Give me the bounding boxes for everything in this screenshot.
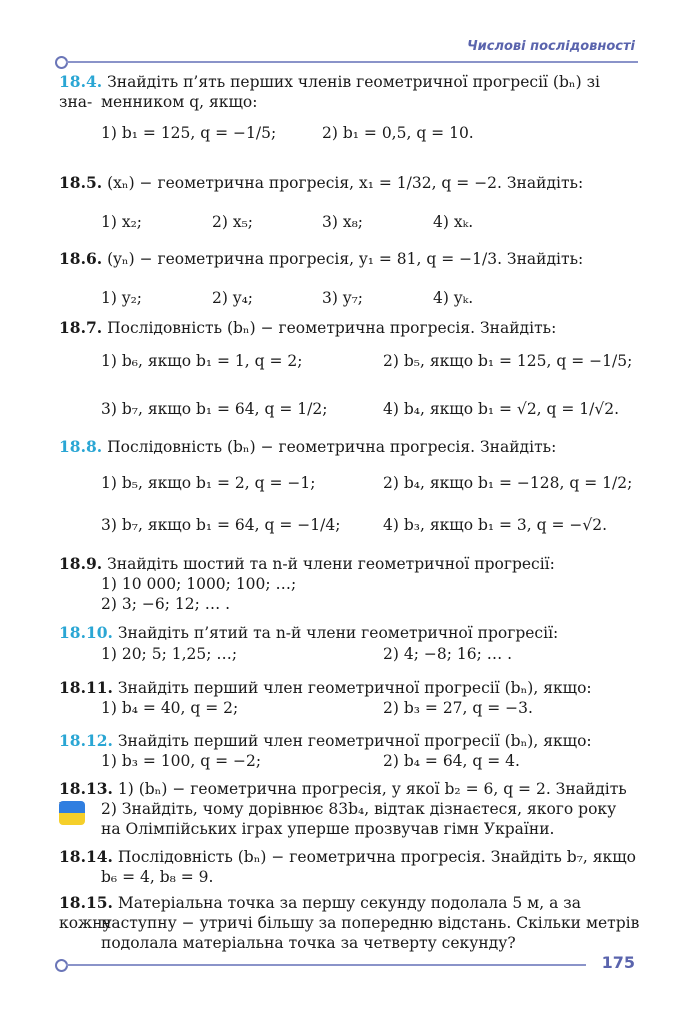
item-2: 2) y₄; [212, 289, 254, 307]
item-2: 2) b₃ = 27, q = −3. [383, 699, 533, 717]
item-1: 1) 10 000; 1000; 100; …; [101, 575, 297, 593]
item-2: 2) 4; −8; 16; … . [383, 645, 513, 663]
exercise-text: Знайдіть п’ять перших членів геометричної прогресії (bₙ) зі зна- [59, 73, 600, 111]
exercise-text-continued: менником q, якщо: [101, 93, 258, 111]
exercise-text-continued: наступну − утричі більшу за попередню відстань. Скільки метрів [101, 914, 640, 932]
exercise-text: 1) (bₙ) − геометрична прогресія, у якої b₂ = 6, q = 2. Знайдіть [117, 780, 627, 798]
exercise-number: 18.12. [59, 731, 113, 750]
item-3: 3) b₇, якщо b₁ = 64, q = −1/4; [101, 516, 341, 534]
item-1: 1) b₄ = 40, q = 2; [101, 699, 239, 717]
exercise-number: 18.10. [59, 623, 113, 642]
header-rule [66, 61, 638, 63]
exercise-text: Послідовність (bₙ) − геометрична прогресія. Знайдіть: [107, 319, 557, 337]
exercise-18-6 [59, 249, 637, 269]
item-2: 2) b₅, якщо b₁ = 125, q = −1/5; [383, 352, 633, 370]
item-3: 3) y₇; [322, 289, 364, 307]
exercise-18-8 [59, 437, 637, 457]
exercise-18-10 [59, 623, 637, 643]
exercise-text: Матеріальна точка за першу секунду подолала 5 м, а за кожну [59, 894, 581, 932]
exercise-18-11 [59, 678, 637, 698]
page-number: 175 [601, 953, 635, 972]
item-4: 4) b₄, якщо b₁ = √2, q = 1/√2. [383, 400, 620, 418]
exercise-number: 18.9. [59, 554, 103, 573]
exercise-number: 18.14. [59, 847, 113, 866]
exercise-text-continued: на Олімпійських іграх уперше прозвучав гімн України. [101, 820, 555, 838]
exercise-18-5 [59, 173, 637, 193]
exercise-number: 18.7. [59, 318, 103, 337]
exercise-text: (xₙ) − геометрична прогресія, x₁ = 1/32, q = −2. Знайдіть: [107, 174, 584, 192]
exercise-text: Знайдіть перший член геометричної прогресії (bₙ), якщо: [117, 732, 592, 750]
exercise-text: Знайдіть перший член геометричної прогресії (bₙ), якщо: [117, 679, 592, 697]
running-head: Числові послідовності [467, 39, 635, 54]
item-1: 1) y₂; [101, 289, 143, 307]
exercise-18-12 [59, 731, 637, 751]
ukraine-flag-icon [59, 801, 85, 825]
item-4: 4) xₖ. [433, 213, 474, 231]
item-2: 2) 3; −6; 12; … . [101, 595, 231, 613]
exercise-text: Знайдіть шостий та n-й члени геометричної прогресії: [107, 555, 555, 573]
item-1: 1) b₆, якщо b₁ = 1, q = 2; [101, 352, 303, 370]
item-2: 2) x₅; [212, 213, 254, 231]
exercise-number: 18.11. [59, 678, 113, 697]
exercise-18-7 [59, 318, 637, 338]
item-1: 1) x₂; [101, 213, 143, 231]
exercise-number: 18.4. [59, 72, 103, 91]
exercise-number: 18.6. [59, 249, 103, 268]
flag-blue-stripe [59, 801, 85, 813]
flag-yellow-stripe [59, 813, 85, 825]
exercise-number: 18.5. [59, 173, 103, 192]
exercise-text-continued: подолала матеріальна точка за четверту секунду? [101, 934, 516, 952]
item-3: 3) b₇, якщо b₁ = 64, q = 1/2; [101, 400, 328, 418]
item-1: 1) b₅, якщо b₁ = 2, q = −1; [101, 474, 316, 492]
exercise-number: 18.13. [59, 779, 113, 798]
exercise-text: Послідовність (bₙ) − геометрична прогресія. Знайдіть b₇, якщо [117, 848, 636, 866]
exercise-18-9 [59, 554, 637, 574]
exercise-18-14 [59, 847, 637, 867]
exercise-text-continued: b₆ = 4, b₈ = 9. [101, 868, 214, 886]
item-1: 1) b₁ = 125, q = −1/5; [101, 124, 277, 142]
item-4: 4) b₃, якщо b₁ = 3, q = −√2. [383, 516, 608, 534]
exercise-text: Послідовність (bₙ) − геометрична прогресія. Знайдіть: [107, 438, 557, 456]
item-4: 4) yₖ. [433, 289, 474, 307]
exercise-text-continued: 2) Знайдіть, чому дорівнює 83b₄, відтак дізнаєтеся, якого року [101, 800, 617, 818]
item-1: 1) 20; 5; 1,25; …; [101, 645, 238, 663]
item-3: 3) x₈; [322, 213, 364, 231]
item-2: 2) b₄ = 64, q = 4. [383, 752, 520, 770]
footer-rule [66, 964, 586, 966]
exercise-text: Знайдіть п’ятий та n-й члени геометричної прогресії: [117, 624, 559, 642]
item-2: 2) b₁ = 0,5, q = 10. [322, 124, 474, 142]
item-2: 2) b₄, якщо b₁ = −128, q = 1/2; [383, 474, 633, 492]
exercise-text: (yₙ) − геометрична прогресія, y₁ = 81, q = −1/3. Знайдіть: [107, 250, 584, 268]
exercise-number: 18.15. [59, 893, 113, 912]
item-1: 1) b₃ = 100, q = −2; [101, 752, 262, 770]
exercise-number: 18.8. [59, 437, 103, 456]
